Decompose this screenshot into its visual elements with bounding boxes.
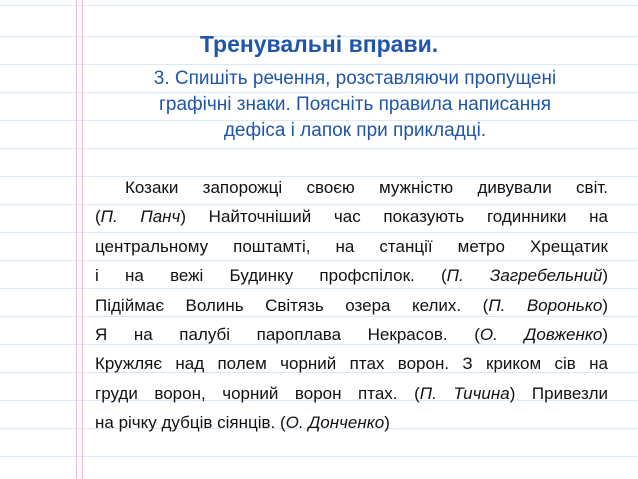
exercise-line: [95, 232, 608, 261]
sentence-text: ) Найточніший час показують годинники на: [180, 207, 608, 227]
author-citation: П. Панч: [100, 207, 181, 227]
sentence-text: центральному поштамті, на станції метро Хрещатик: [95, 236, 608, 256]
sentence-text: Козаки запорожці своєю мужністю дивували світ.: [125, 178, 608, 197]
sentence-text: Я на палубі пароплава Некрасов. (: [95, 325, 480, 345]
sentence-text: на річку дубців сіянців. (: [95, 413, 286, 433]
sentence-text: Підіймає Волинь Світязь озера келих. (: [95, 295, 489, 315]
author-citation: П. Тичина: [419, 383, 510, 403]
exercise-line: [95, 379, 608, 408]
page-title: Тренувальні вправи.: [199, 31, 439, 57]
sentence-text: груди ворон, чорний ворон птах. (: [95, 383, 420, 403]
exercise-line: [95, 291, 608, 320]
exercise-line: [95, 261, 608, 290]
sentence-text: Кружляє над полем чорний птах ворон. З криком сів на: [95, 354, 608, 374]
exercise-line: [95, 408, 608, 437]
author-citation: П. Воронько: [488, 295, 603, 315]
author-citation: П. Загребельний: [446, 266, 603, 286]
task-instruction: [95, 66, 615, 144]
sentence-text: ): [384, 413, 390, 433]
sentence-text: і на вежі Будинку профспілок. (: [95, 266, 447, 286]
notebook-margin-line: [76, 0, 77, 479]
author-citation: О. Донченко: [285, 413, 385, 433]
sentence-text: ): [602, 325, 608, 345]
exercise-line: [95, 349, 608, 378]
sentence-text: ): [602, 295, 608, 315]
sentence-text: (: [95, 207, 101, 227]
author-citation: О. Довженко: [479, 325, 603, 345]
task-line: дефіса і лапок при прикладці.: [223, 120, 487, 141]
exercise-line: [95, 320, 608, 349]
exercise-line: [95, 173, 608, 202]
exercise-line: [95, 202, 608, 231]
sentence-text: ) Привезли: [509, 383, 609, 403]
task-line: 3. Спишіть речення, розставляючи пропущені: [153, 68, 557, 89]
notebook-margin-line-2: [82, 0, 83, 479]
exercise-text: [95, 173, 608, 438]
sentence-text: ): [602, 266, 608, 286]
task-line: графічні знаки. Поясніть правила написання: [158, 94, 552, 115]
